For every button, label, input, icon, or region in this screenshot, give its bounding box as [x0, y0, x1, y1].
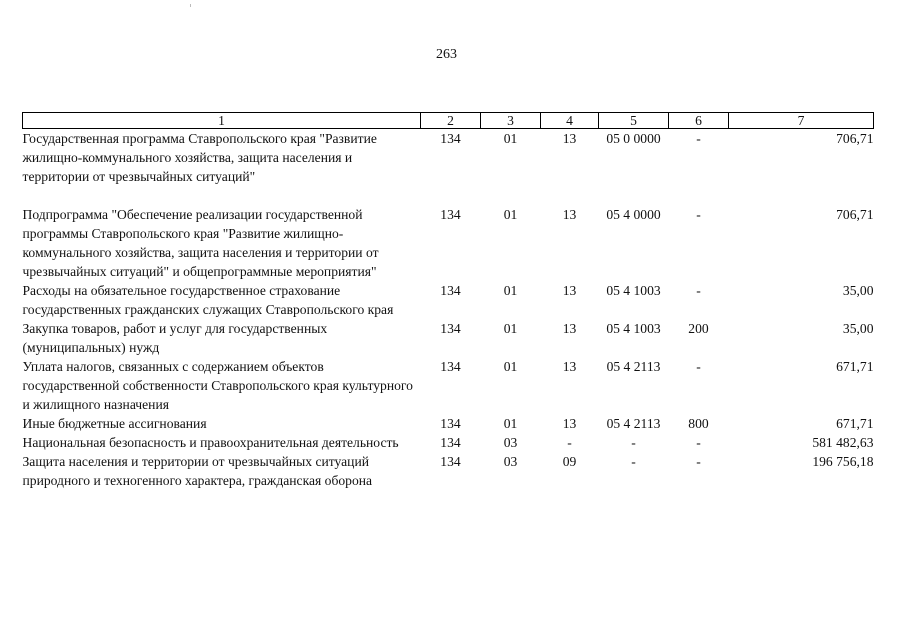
row-name: Подпрограмма "Обеспечение реализации государственной программы Ставропольского края "Развитие жилищно-коммунального хозяйства, защита населения и территории от чрезвычайных ситуаций" и общепрограммные мероприятия" — [22, 207, 379, 279]
cell-col2: 134 — [440, 454, 461, 469]
cell-col6: 800 — [688, 416, 709, 431]
row-spacer — [23, 186, 874, 205]
column-header-5: 5 — [599, 113, 669, 129]
table-row — [23, 319, 874, 357]
cell-col3: 01 — [503, 283, 518, 298]
cell-col2: 134 — [440, 359, 461, 374]
cell-col4: 13 — [562, 359, 577, 374]
row-name: Национальная безопасность и правоохранительная деятельность — [22, 435, 399, 450]
cell-col4: 13 — [562, 321, 577, 336]
table-row — [23, 433, 874, 452]
row-name: Уплата налогов, связанных с содержанием объектов государственной собственности Ставропольского края культурного и жилищного назначения — [22, 359, 413, 412]
cell-col4: 13 — [562, 131, 577, 146]
table-row — [23, 452, 874, 490]
cell-col5: 05 4 1003 — [606, 283, 661, 298]
cell-col3: 01 — [503, 416, 518, 431]
cell-col3: 03 — [503, 454, 518, 469]
cell-col6: 200 — [688, 321, 709, 336]
cell-col7: 671,71 — [836, 359, 874, 374]
page-number: 263 — [436, 47, 457, 62]
column-header-2: 2 — [421, 113, 481, 129]
cell-col3: 01 — [503, 207, 518, 222]
column-header-4: 4 — [541, 113, 599, 129]
budget-table — [22, 112, 874, 490]
table-row — [23, 414, 874, 433]
cell-col6: - — [696, 359, 701, 374]
cell-col3: 03 — [503, 435, 518, 450]
cell-col7: 581 482,63 — [812, 435, 874, 450]
cell-col2: 134 — [440, 416, 461, 431]
cell-col3: 01 — [503, 321, 518, 336]
cell-col7: 671,71 — [836, 416, 874, 431]
cell-col5: 05 4 2113 — [606, 359, 661, 374]
cell-col7: 196 756,18 — [812, 454, 874, 469]
cell-col7: 35,00 — [842, 321, 874, 336]
cell-col2: 134 — [440, 283, 461, 298]
cell-col3: 01 — [503, 131, 518, 146]
cell-col6: - — [696, 454, 701, 469]
cell-col4: - — [567, 435, 572, 450]
cell-col4: 13 — [562, 416, 577, 431]
table-row — [23, 281, 874, 319]
cell-col5: 05 0 0000 — [606, 131, 661, 146]
table-row — [23, 205, 874, 281]
cell-col2: 134 — [440, 321, 461, 336]
cell-col6: - — [696, 207, 701, 222]
cell-col6: - — [696, 435, 701, 450]
row-name: Закупка товаров, работ и услуг для государственных (муниципальных) нужд — [22, 321, 328, 355]
header-row — [23, 113, 874, 129]
cell-col4: 13 — [562, 283, 577, 298]
row-name: Расходы на обязательное государственное страхование государственных гражданских служащих Ставропольского края — [22, 283, 394, 317]
cell-col5: - — [631, 454, 636, 469]
cell-col3: 01 — [503, 359, 518, 374]
cell-col5: 05 4 2113 — [606, 416, 661, 431]
row-name: Государственная программа Ставропольского края "Развитие жилищно-коммунального хозяйства, защита населения и территории от чрезвычайных ситуаций" — [22, 131, 377, 184]
column-header-6: 6 — [669, 113, 729, 129]
scan-speck — [190, 4, 191, 7]
cell-col2: 134 — [440, 435, 461, 450]
cell-col2: 134 — [440, 131, 461, 146]
cell-col4: 13 — [562, 207, 577, 222]
cell-col4: 09 — [562, 454, 577, 469]
cell-col7: 706,71 — [836, 207, 874, 222]
column-header-7: 7 — [729, 113, 874, 129]
row-name: Защита населения и территории от чрезвычайных ситуаций природного и техногенного характера, гражданская оборона — [22, 454, 373, 488]
table-row — [23, 357, 874, 414]
column-header-3: 3 — [481, 113, 541, 129]
cell-col5: 05 4 0000 — [606, 207, 661, 222]
cell-col7: 35,00 — [842, 283, 874, 298]
cell-col6: - — [696, 131, 701, 146]
column-header-1: 1 — [23, 113, 421, 129]
cell-col6: - — [696, 283, 701, 298]
table-row — [23, 129, 874, 187]
row-name: Иные бюджетные ассигнования — [22, 416, 207, 431]
cell-col7: 706,71 — [836, 131, 874, 146]
cell-col5: 05 4 1003 — [606, 321, 661, 336]
cell-col2: 134 — [440, 207, 461, 222]
cell-col5: - — [631, 435, 636, 450]
